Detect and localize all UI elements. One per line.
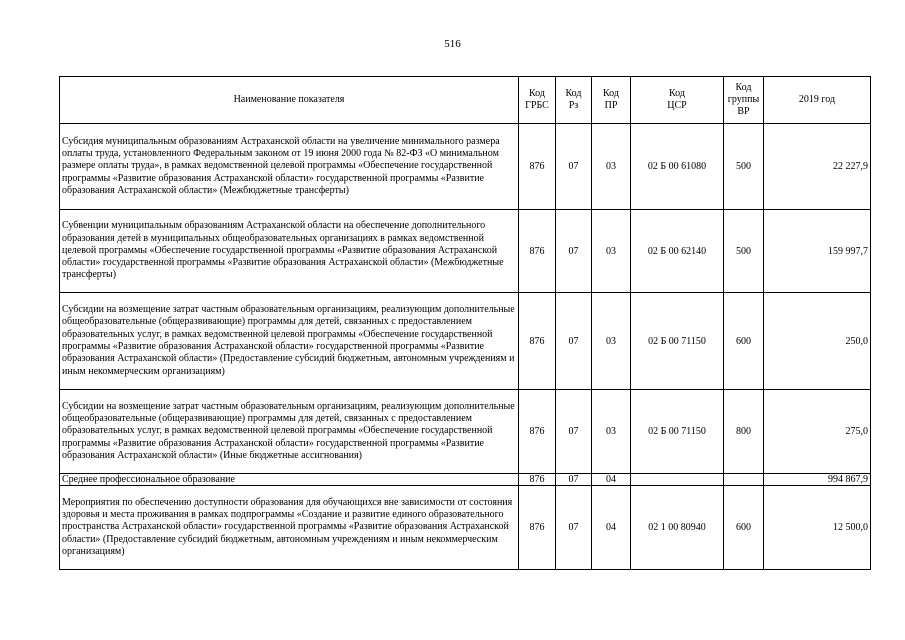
row-rz: 07 xyxy=(556,486,592,570)
budget-table xyxy=(59,76,871,570)
table-row xyxy=(60,474,871,486)
row-grbs: 876 xyxy=(519,486,556,570)
header-pr: Код ПР xyxy=(592,77,631,124)
row-grbs: 876 xyxy=(519,210,556,293)
row-csr: 02 1 00 80940 xyxy=(631,486,724,570)
table-row xyxy=(60,124,871,210)
row-name: Субсидии на возмещение затрат частным образовательным организациям, реализующим дополнительные общеобразовательные (общеразвивающие) программы для детей, связанных с предоставлением образовательных услуг, в рамках ведомственной целевой программы «Обеспечение государственной программы «Развитие образования Астраханской области» государственной программы «Развитие образования Астраханской области» (Предоставление субсидий бюджетным, автономным учреждениям и иным некоммерческим организациям) xyxy=(60,293,519,390)
row-vr: 800 xyxy=(724,390,764,474)
table-row xyxy=(60,486,871,570)
row-vr: 600 xyxy=(724,486,764,570)
row-amount: 994 867,9 xyxy=(764,474,871,486)
row-rz: 07 xyxy=(556,210,592,293)
row-amount: 250,0 xyxy=(764,293,871,390)
table-row xyxy=(60,210,871,293)
row-name: Субвенции муниципальным образованиям Астраханской области на обеспечение дополнительного образования детей в муниципальных общеобразовательных организациях в рамках ведомственной целевой программы «Обеспечение государственной программы «Развитие образования Астраханской области» государственной программы «Развитие образования Астраханской области» (Межбюджетные трансферты) xyxy=(60,210,519,293)
row-rz: 07 xyxy=(556,474,592,486)
row-pr: 04 xyxy=(592,486,631,570)
row-vr: 500 xyxy=(724,124,764,210)
row-grbs: 876 xyxy=(519,390,556,474)
header-rz: Код Рз xyxy=(556,77,592,124)
row-vr: 500 xyxy=(724,210,764,293)
row-pr: 03 xyxy=(592,210,631,293)
header-vr: Код группы ВР xyxy=(724,77,764,124)
row-amount: 22 227,9 xyxy=(764,124,871,210)
row-amount: 275,0 xyxy=(764,390,871,474)
table-row xyxy=(60,390,871,474)
row-rz: 07 xyxy=(556,390,592,474)
row-amount: 12 500,0 xyxy=(764,486,871,570)
row-vr: 600 xyxy=(724,293,764,390)
row-vr xyxy=(724,474,764,486)
header-grbs: Код ГРБС xyxy=(519,77,556,124)
row-pr: 03 xyxy=(592,293,631,390)
row-name: Среднее профессиональное образование xyxy=(60,474,519,486)
row-rz: 07 xyxy=(556,124,592,210)
row-csr: 02 Б 00 61080 xyxy=(631,124,724,210)
row-grbs: 876 xyxy=(519,124,556,210)
row-name: Субсидии на возмещение затрат частным образовательным организациям, реализующим дополнительные общеобразовательные (общеразвивающие) программы для детей, связанных с предоставлением образовательных услуг, в рамках ведомственной целевой программы «Обеспечение государственной программы «Развитие образования Астраханской области» государственной программы «Развитие образования Астраханской области» (Иные бюджетные ассигнования) xyxy=(60,390,519,474)
row-rz: 07 xyxy=(556,293,592,390)
row-grbs: 876 xyxy=(519,474,556,486)
table-header-row xyxy=(60,77,871,124)
row-csr xyxy=(631,474,724,486)
row-pr: 04 xyxy=(592,474,631,486)
row-amount: 159 997,7 xyxy=(764,210,871,293)
row-csr: 02 Б 00 71150 xyxy=(631,390,724,474)
row-grbs: 876 xyxy=(519,293,556,390)
page-number: 516 xyxy=(444,38,461,50)
header-csr: Код ЦСР xyxy=(631,77,724,124)
row-name: Субсидия муниципальным образованиям Астраханской области на увеличение минимального размера оплаты труда, установленного Федеральным законом от 19 июня 2000 года № 82-ФЗ «О минимальном размере оплаты труда», в рамках ведомственной целевой программы «Обеспечение государственной программы «Развитие образования Астраханской области» государственной программы «Развитие образования Астраханской области» (Межбюджетные трансферты) xyxy=(60,124,519,210)
header-name: Наименование показателя xyxy=(60,77,519,124)
header-year: 2019 год xyxy=(764,77,871,124)
row-csr: 02 Б 00 62140 xyxy=(631,210,724,293)
row-pr: 03 xyxy=(592,124,631,210)
row-pr: 03 xyxy=(592,390,631,474)
row-csr: 02 Б 00 71150 xyxy=(631,293,724,390)
row-name: Мероприятия по обеспечению доступности образования для обучающихся вне зависимости от состояния здоровья и места проживания в рамках подпрограммы «Создание и развитие единого образовательного пространства Астраханской области» государственной программы «Развитие образования Астраханской области» (Предоставление субсидий бюджетным, автономным учреждениям и иным некоммерческим организациям) xyxy=(60,486,519,570)
table-row xyxy=(60,293,871,390)
